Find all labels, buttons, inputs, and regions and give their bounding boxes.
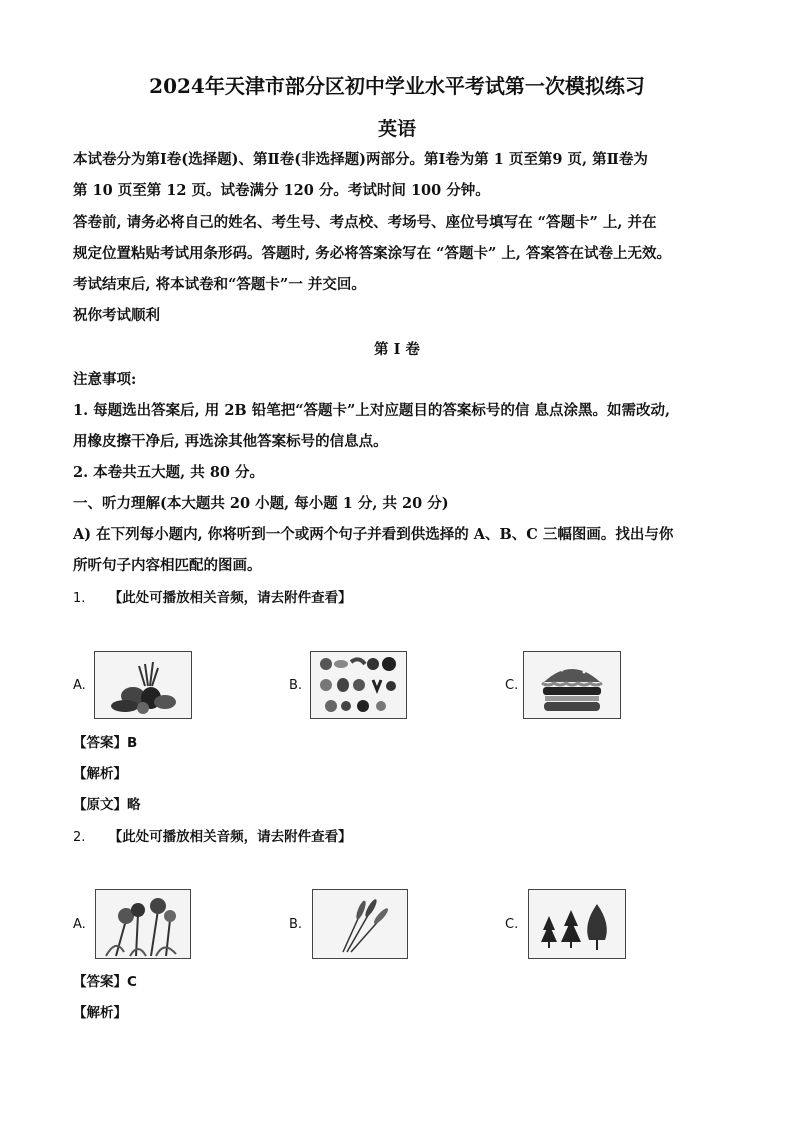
intro-line-3: 答卷前, 请务必将自己的姓名、考生号、考点校、考场号、座位号填写在 “答题卡” 上, 并在 — [73, 214, 657, 231]
notes-heading: 注意事项: — [73, 371, 137, 388]
answer-tag: 【答案】 — [73, 974, 127, 990]
option-label-c: C. — [505, 678, 519, 693]
notes-item-1b: 用橡皮擦干净后, 再选涂其他答案标号的信息点。 — [73, 433, 388, 450]
option-label-c: C. — [505, 917, 519, 932]
answer-tag: 【答案】 — [73, 735, 127, 751]
exam-title: 2024年天津市部分区初中学业水平考试第一次模拟练习 — [149, 74, 645, 98]
option-label-a: A. — [73, 917, 86, 932]
answer-value: C — [127, 974, 137, 990]
original-tag: 【原文】 — [73, 797, 127, 813]
question-2 — [73, 827, 352, 848]
trees-picture[interactable] — [528, 889, 626, 959]
analysis-tag-1: 【解析】 — [73, 766, 127, 782]
audio-prompt[interactable]: 【此处可播放相关音频，请去附件查看】 — [108, 590, 352, 606]
part-a-line-1: A) 在下列每小题内, 你将听到一个或两个句子并看到供选择的 A、B、C 三幅图画。找出与你 — [73, 526, 674, 543]
vegetables-picture[interactable] — [94, 651, 192, 719]
question-number: 2. — [73, 830, 86, 845]
section-1-heading: 一、听力理解(本大题共 20 小题, 每小题 1 分, 共 20 分) — [73, 495, 449, 512]
answer-value: B — [127, 735, 138, 751]
subject-title: 英语 — [377, 118, 416, 140]
analysis-tag-2: 【解析】 — [73, 1005, 127, 1021]
question-1 — [73, 588, 352, 609]
hamburger-picture[interactable] — [523, 651, 621, 719]
fruits-picture[interactable] — [310, 651, 407, 719]
audio-prompt[interactable]: 【此处可播放相关音频，请去附件查看】 — [108, 829, 352, 845]
notes-item-2: 2. 本卷共五大题, 共 80 分。 — [73, 464, 265, 481]
good-luck-line: 祝你考试顺利 — [73, 307, 160, 324]
intro-line-5: 考试结束后, 将本试卷和“答题卡”一 并交回。 — [73, 276, 366, 293]
original-1 — [73, 795, 141, 815]
flowers-picture[interactable] — [95, 889, 191, 959]
option-label-b: B. — [289, 917, 303, 932]
answer-2 — [73, 972, 137, 992]
original-value: 略 — [127, 797, 141, 813]
question-number: 1. — [73, 591, 86, 606]
intro-line-4: 规定位置粘贴考试用条形码。答题时, 务必将答案涂写在 “答题卡” 上, 答案答在试卷上无效。 — [73, 245, 671, 262]
option-label-b: B. — [289, 678, 303, 693]
answer-1 — [73, 733, 137, 753]
notes-item-1a: 1. 每题选出答案后, 用 2B 铅笔把“答题卡”上对应题目的答案标号的信 息点涂黑。如需改动, — [73, 402, 670, 419]
intro-line-1: 本试卷分为第Ⅰ卷(选择题)、第Ⅱ卷(非选择题)两部分。第Ⅰ卷为第 1 页至第9 页, 第Ⅱ卷为 — [73, 151, 648, 168]
part-a-line-2: 所听句子内容相匹配的图画。 — [73, 557, 262, 574]
wheat-picture[interactable] — [312, 889, 408, 959]
intro-line-2: 第 10 页至第 12 页。试卷满分 120 分。考试时间 100 分钟。 — [73, 182, 490, 199]
option-label-a: A. — [73, 678, 86, 693]
volume-heading: 第 I 卷 — [374, 341, 420, 358]
